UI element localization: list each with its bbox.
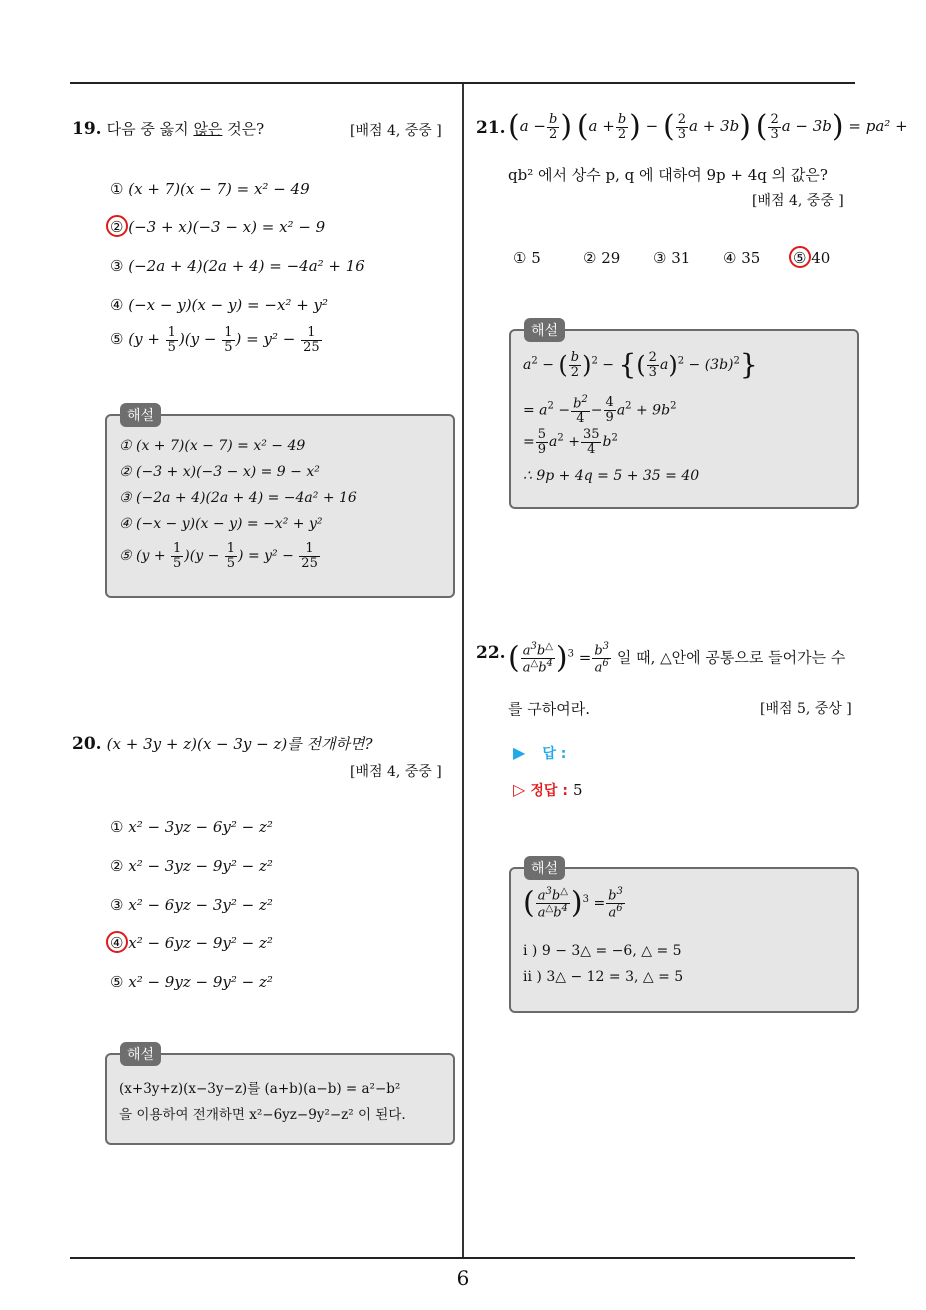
q22-answer-row xyxy=(513,743,566,763)
q20-option-1[interactable]: ① x² − 3yz − 6y² − z² xyxy=(110,818,273,836)
q19-selected-mark xyxy=(106,215,128,237)
page-number: 6 xyxy=(456,1266,470,1290)
q20-solution-box xyxy=(105,1053,455,1145)
q19-solution-line: ① (x + 7)(x − 7) = x² − 49 xyxy=(119,438,306,454)
q20-solution-label: 해설 xyxy=(120,1042,161,1066)
q20-score: [배점 4, 중중 ] xyxy=(350,764,442,780)
q21-option-4[interactable]: ④ 35 xyxy=(723,249,761,267)
q20-selected-mark xyxy=(106,931,128,953)
q22-correct-row xyxy=(513,780,583,800)
q19-solution-line: ④ (−x − y)(x − y) = −x² + y² xyxy=(119,516,323,532)
q22-solution-line: ii ) 3△ − 12 = 3, △ = 5 xyxy=(523,969,684,985)
q21-selected-mark xyxy=(789,246,811,268)
q19-solution-line: ② (−3 + x)(−3 − x) = 9 − x² xyxy=(119,464,320,480)
q20-solution-line: 을 이용하여 전개하면 x²−6yz−9y²−z² 이 된다. xyxy=(119,1107,406,1123)
q21-solution-label: 해설 xyxy=(524,318,565,342)
q20-option-4[interactable]: ④ x² − 6yz − 9y² − z² xyxy=(110,934,273,952)
q20-option-3[interactable]: ③ x² − 6yz − 3y² − z² xyxy=(110,896,273,914)
q19-solution-line: ③ (−2a + 4)(2a + 4) = −4a² + 16 xyxy=(119,490,357,506)
q22-solution-box xyxy=(509,867,859,1013)
q20-option-5[interactable]: ⑤ x² − 9yz − 9y² − z² xyxy=(110,973,273,991)
q19-solution-label: 해설 xyxy=(120,403,161,427)
q19-solution-line: ⑤ (y + $\frac{1}{5}$ )(y − $\frac{1}{5}$ ) = y² − $\frac{1}{25}$ xyxy=(119,541,318,571)
q21-solution-box xyxy=(509,329,859,509)
q21-option-3[interactable]: ③ 31 xyxy=(653,249,691,267)
q22-solution-label: 해설 xyxy=(524,856,565,880)
q20-solution-line: (x+3y+z)(x−3y−z)를 (a+b)(a−b) = a²−b² xyxy=(119,1081,401,1097)
q22-solution-line: i ) 9 − 3△ = −6, △ = 5 xyxy=(523,943,682,959)
q21-solution-line: = $\frac{5}{9}$ $a^2$ + $\frac{35}{4}$ $b^2$ xyxy=(523,427,618,457)
q19-solution-box xyxy=(105,414,455,598)
play-outline-icon: ▷ xyxy=(513,780,526,799)
q21-solution-line: $a^2$ − ( $\frac{b}{2}$ )$^2$ − {( $\frac{2}{3}$ $a)^2 - (3b)^2$} xyxy=(523,348,758,382)
q22-text: 를 구하여라. xyxy=(508,700,590,718)
q22-expression: ( $\frac{a^3b^\triangle}{a^\triangle b^4}$ )$^3$ = $\frac{b^3}{a^6}$ 일 때, △안에 공통으로 들어가는 수 xyxy=(508,640,846,676)
q22-solution-line: ( $\frac{a^3b^\triangle}{a^\triangle b^4}$ )$^3$ = $\frac{b^3}{a^6}$ xyxy=(523,885,623,921)
play-icon: ▶ xyxy=(513,743,526,762)
q21-text: qb² 에서 상수 p, q 에 대하여 9p + 4q 의 값은? xyxy=(508,166,828,184)
bottom-rule xyxy=(70,1257,855,1259)
q19-score: [배점 4, 중중 ] xyxy=(350,123,442,139)
q19-option-2[interactable]: ② (−3 + x)(−3 − x) = x² − 9 xyxy=(110,218,326,236)
q21-number-label: 21. xyxy=(476,118,506,138)
q21-option-2[interactable]: ② 29 xyxy=(583,249,621,267)
q19-option-5[interactable]: ⑤ (y + $\frac{1}{5}$ )(y − $\frac{1}{5}$ ) = y² − $\frac{1}{25}$ xyxy=(110,325,320,355)
q20-header xyxy=(72,733,373,754)
q19-text: 다음 중 옳지 않은 것은? xyxy=(106,120,265,138)
q19-option-4[interactable]: ④ (−x − y)(x − y) = −x² + y² xyxy=(110,296,329,314)
q20-text: (x + 3y + z)(x − 3y − z)를 전개하면? xyxy=(106,735,373,753)
q21-option-5[interactable]: ⑤ 40 xyxy=(793,249,831,267)
column-divider xyxy=(462,84,464,1258)
q19-number: 19. xyxy=(72,119,102,139)
q22-score: [배점 5, 중상 ] xyxy=(760,701,852,717)
q21-expression: (a − $\frac{b}{2}$ ) (a + $\frac{b}{2}$ ) − ( $\frac{2}{3}$ a + 3b) ( $\frac{2}{3}$ a − 3b) = pa² + xyxy=(508,109,908,144)
q19-option-3[interactable]: ③ (−2a + 4)(2a + 4) = −4a² + 16 xyxy=(110,257,365,275)
q21-option-1[interactable]: ① 5 xyxy=(513,249,541,267)
q22-correct-value: 5 xyxy=(573,781,583,799)
q19-option-1[interactable]: ① (x + 7)(x − 7) = x² − 49 xyxy=(110,180,310,198)
q22-answer-label: 답 : xyxy=(542,746,567,762)
q20-option-2[interactable]: ② x² − 3yz − 9y² − z² xyxy=(110,857,273,875)
q22-correct-label: 정답 : xyxy=(530,783,568,799)
q22-number: 22. xyxy=(476,643,506,663)
q21-solution-line: ∴ 9p + 4q = 5 + 35 = 40 xyxy=(523,468,700,484)
q21-score: [배점 4, 중중 ] xyxy=(752,193,844,209)
q21-solution-line: = $a^2$ − $\frac{b^2}{4}$ − $\frac{4}{9}$ $a^2 + 9b^2$ xyxy=(523,394,677,426)
q19-header xyxy=(72,118,264,139)
q20-number: 20. xyxy=(72,734,102,754)
